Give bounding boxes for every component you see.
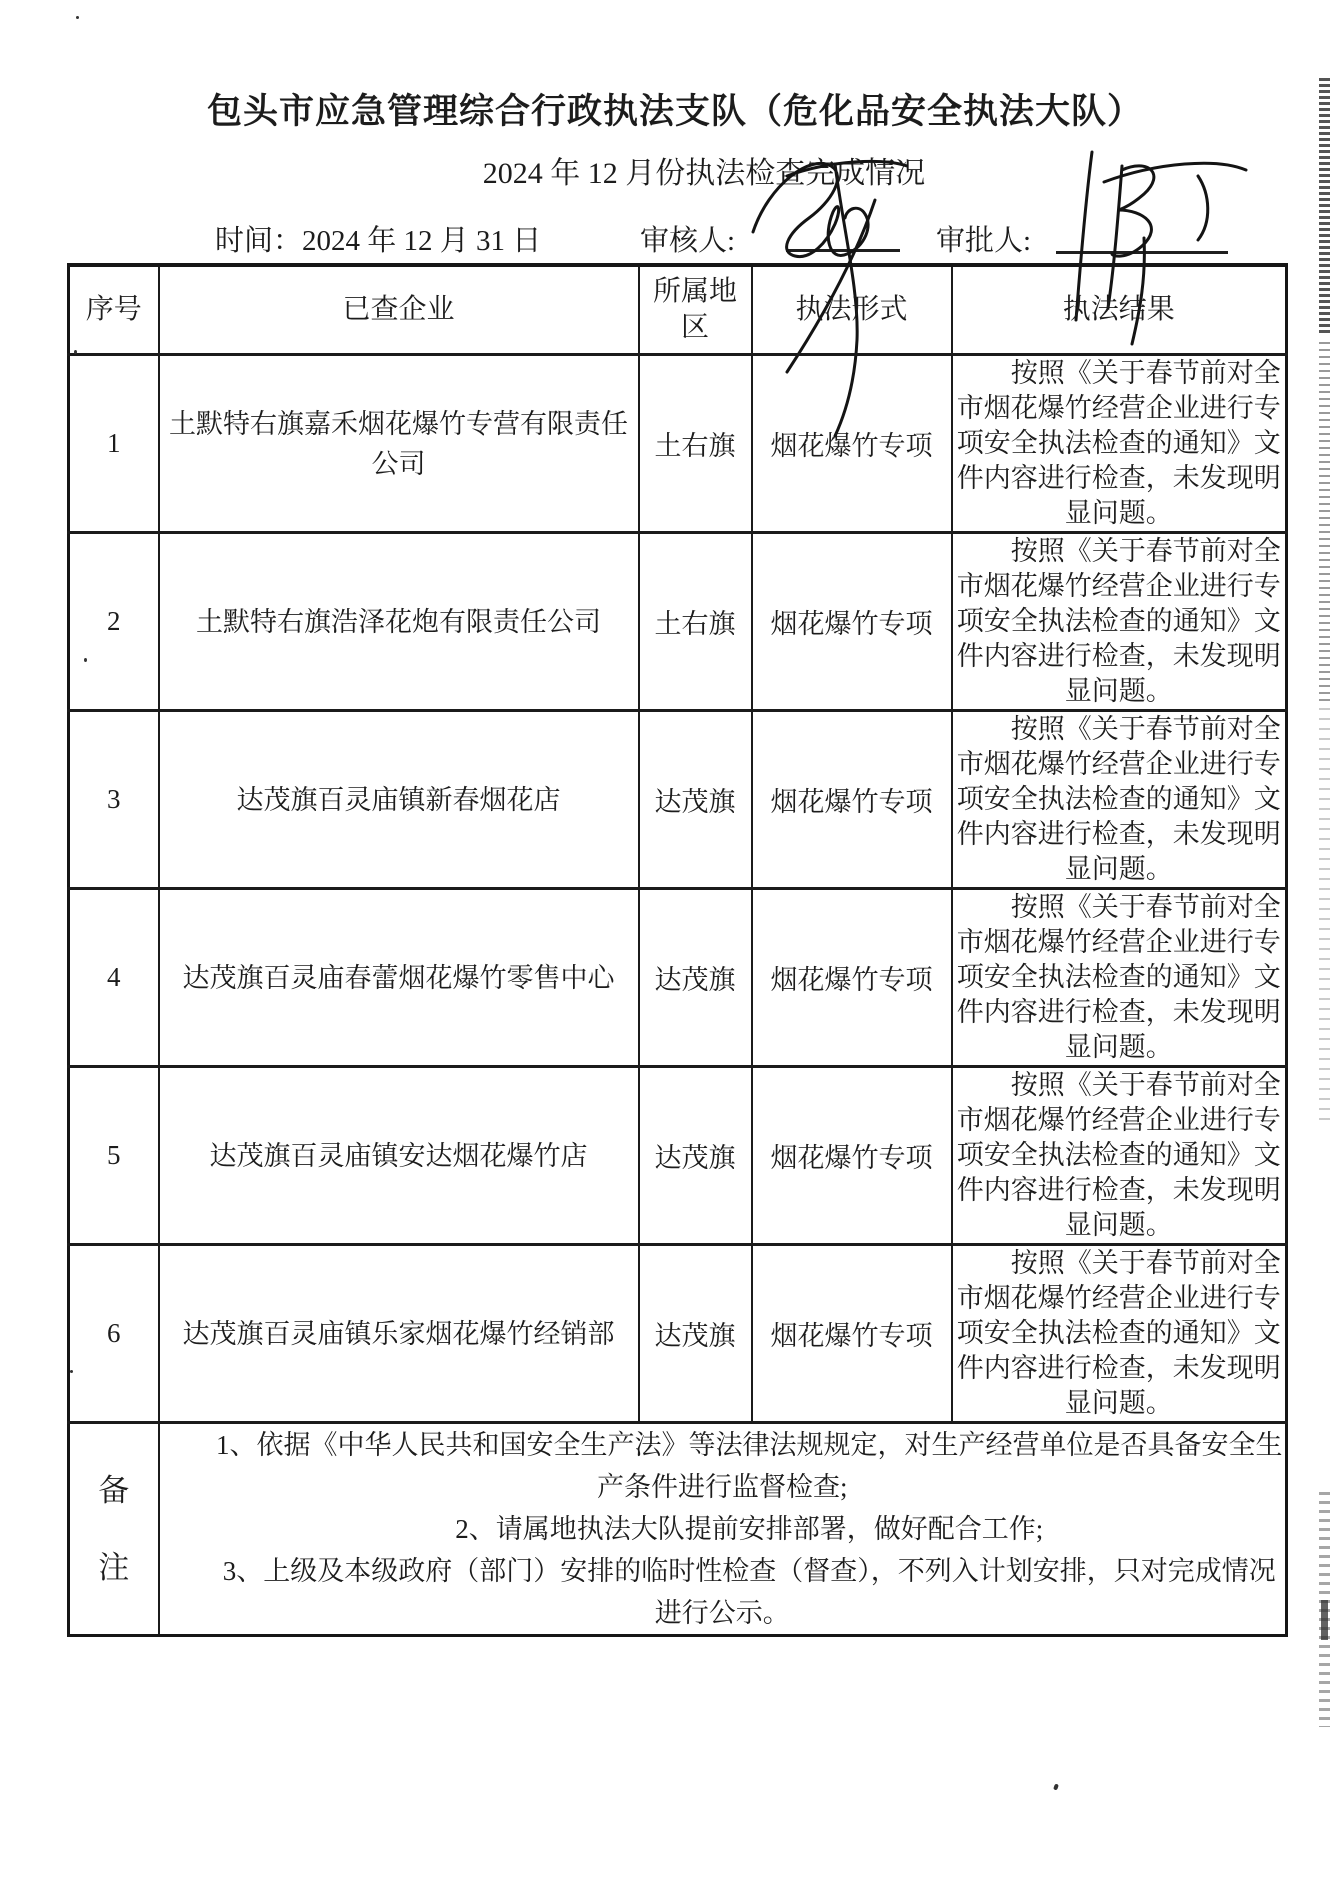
form-cell: 烟花爆竹专项 xyxy=(752,355,952,533)
result-cell: 按照《关于春节前对全市烟花爆竹经营企业进行专项安全执法检查的通知》文件内容进行检查，未发现明显问题。 xyxy=(952,1067,1287,1245)
remarks-label: 备注 xyxy=(69,1423,159,1636)
header-result: 执法结果 xyxy=(952,265,1287,355)
header-form: 执法形式 xyxy=(752,265,952,355)
inspection-table xyxy=(67,263,1288,1637)
form-cell: 烟花爆竹专项 xyxy=(752,1067,952,1245)
company-cell: 达茂旗百灵庙春蕾烟花爆竹零售中心 xyxy=(159,889,639,1067)
row-index: 2 xyxy=(69,533,159,711)
table-row xyxy=(69,711,1287,889)
approver-signature-line xyxy=(1056,251,1228,254)
region-cell: 达茂旗 xyxy=(639,1245,752,1423)
remarks-row xyxy=(69,1423,1287,1636)
result-cell: 按照《关于春节前对全市烟花爆竹经营企业进行专项安全执法检查的通知》文件内容进行检查，未发现明显问题。 xyxy=(952,889,1287,1067)
form-cell: 烟花爆竹专项 xyxy=(752,533,952,711)
company-cell: 达茂旗百灵庙镇安达烟花爆竹店 xyxy=(159,1067,639,1245)
company-cell: 土默特右旗嘉禾烟花爆竹专营有限责任公司 xyxy=(159,355,639,533)
table-row xyxy=(69,355,1287,533)
header-no: 序号 xyxy=(69,265,159,355)
result-cell: 按照《关于春节前对全市烟花爆竹经营企业进行专项安全执法检查的通知》文件内容进行检查，未发现明显问题。 xyxy=(952,533,1287,711)
table-row xyxy=(69,1245,1287,1423)
remark-line: 3、上级及本级政府（部门）安排的临时性检查（督查），不列入计划安排，只对完成情况进行公示。 xyxy=(222,1556,1276,1628)
scan-speck xyxy=(76,16,79,19)
table-row xyxy=(69,1067,1287,1245)
page-title: 包头市应急管理综合行政执法支队（危化品安全执法大队） xyxy=(206,92,1143,131)
date-field: 时间：2024 年 12 月 31 日 xyxy=(215,225,542,257)
table-row xyxy=(69,533,1287,711)
row-index: 5 xyxy=(69,1067,159,1245)
company-cell: 达茂旗百灵庙镇乐家烟花爆竹经销部 xyxy=(159,1245,639,1423)
result-cell: 按照《关于春节前对全市烟花爆竹经营企业进行专项安全执法检查的通知》文件内容进行检查，未发现明显问题。 xyxy=(952,355,1287,533)
scan-edge-artifact xyxy=(1321,1600,1328,1640)
scan-speck xyxy=(1053,1783,1059,1790)
header-region: 所属地区 xyxy=(639,265,752,355)
scan-speck xyxy=(84,658,87,662)
form-cell: 烟花爆竹专项 xyxy=(752,711,952,889)
header-company: 已查企业 xyxy=(159,265,639,355)
table-header-row xyxy=(69,265,1287,355)
scan-edge-artifact xyxy=(1319,708,1330,1128)
row-index: 6 xyxy=(69,1245,159,1423)
region-cell: 达茂旗 xyxy=(639,1067,752,1245)
form-cell: 烟花爆竹专项 xyxy=(752,1245,952,1423)
company-cell: 土默特右旗浩泽花炮有限责任公司 xyxy=(159,533,639,711)
result-cell: 按照《关于春节前对全市烟花爆竹经营企业进行专项安全执法检查的通知》文件内容进行检查，未发现明显问题。 xyxy=(952,711,1287,889)
form-cell: 烟花爆竹专项 xyxy=(752,889,952,1067)
row-index: 4 xyxy=(69,889,159,1067)
approver-label: 审批人: xyxy=(936,225,1032,257)
scan-speck xyxy=(74,350,77,354)
reviewer-label: 审核人: xyxy=(640,225,736,257)
company-cell: 达茂旗百灵庙镇新春烟花店 xyxy=(159,711,639,889)
region-cell: 土右旗 xyxy=(639,533,752,711)
reviewer-signature-line xyxy=(786,249,900,252)
scan-edge-artifact xyxy=(1319,342,1330,702)
region-cell: 达茂旗 xyxy=(639,889,752,1067)
remarks-content xyxy=(159,1423,1287,1636)
region-cell: 达茂旗 xyxy=(639,711,752,889)
scan-speck xyxy=(70,1370,73,1373)
table-row xyxy=(69,889,1287,1067)
row-index: 1 xyxy=(69,355,159,533)
scan-edge-artifact xyxy=(1319,78,1330,334)
remark-line: 2、请属地执法大队提前安排部署，做好配合工作; xyxy=(455,1514,1044,1544)
remark-line: 1、依据《中华人民共和国安全生产法》等法律法规规定，对生产经营单位是否具备安全生产条件进行监督检查; xyxy=(216,1430,1283,1502)
row-index: 3 xyxy=(69,711,159,889)
result-cell: 按照《关于春节前对全市烟花爆竹经营企业进行专项安全执法检查的通知》文件内容进行检查，未发现明显问题。 xyxy=(952,1245,1287,1423)
page-subtitle: 2024 年 12 月份执法检查完成情况 xyxy=(482,157,926,190)
region-cell: 土右旗 xyxy=(639,355,752,533)
